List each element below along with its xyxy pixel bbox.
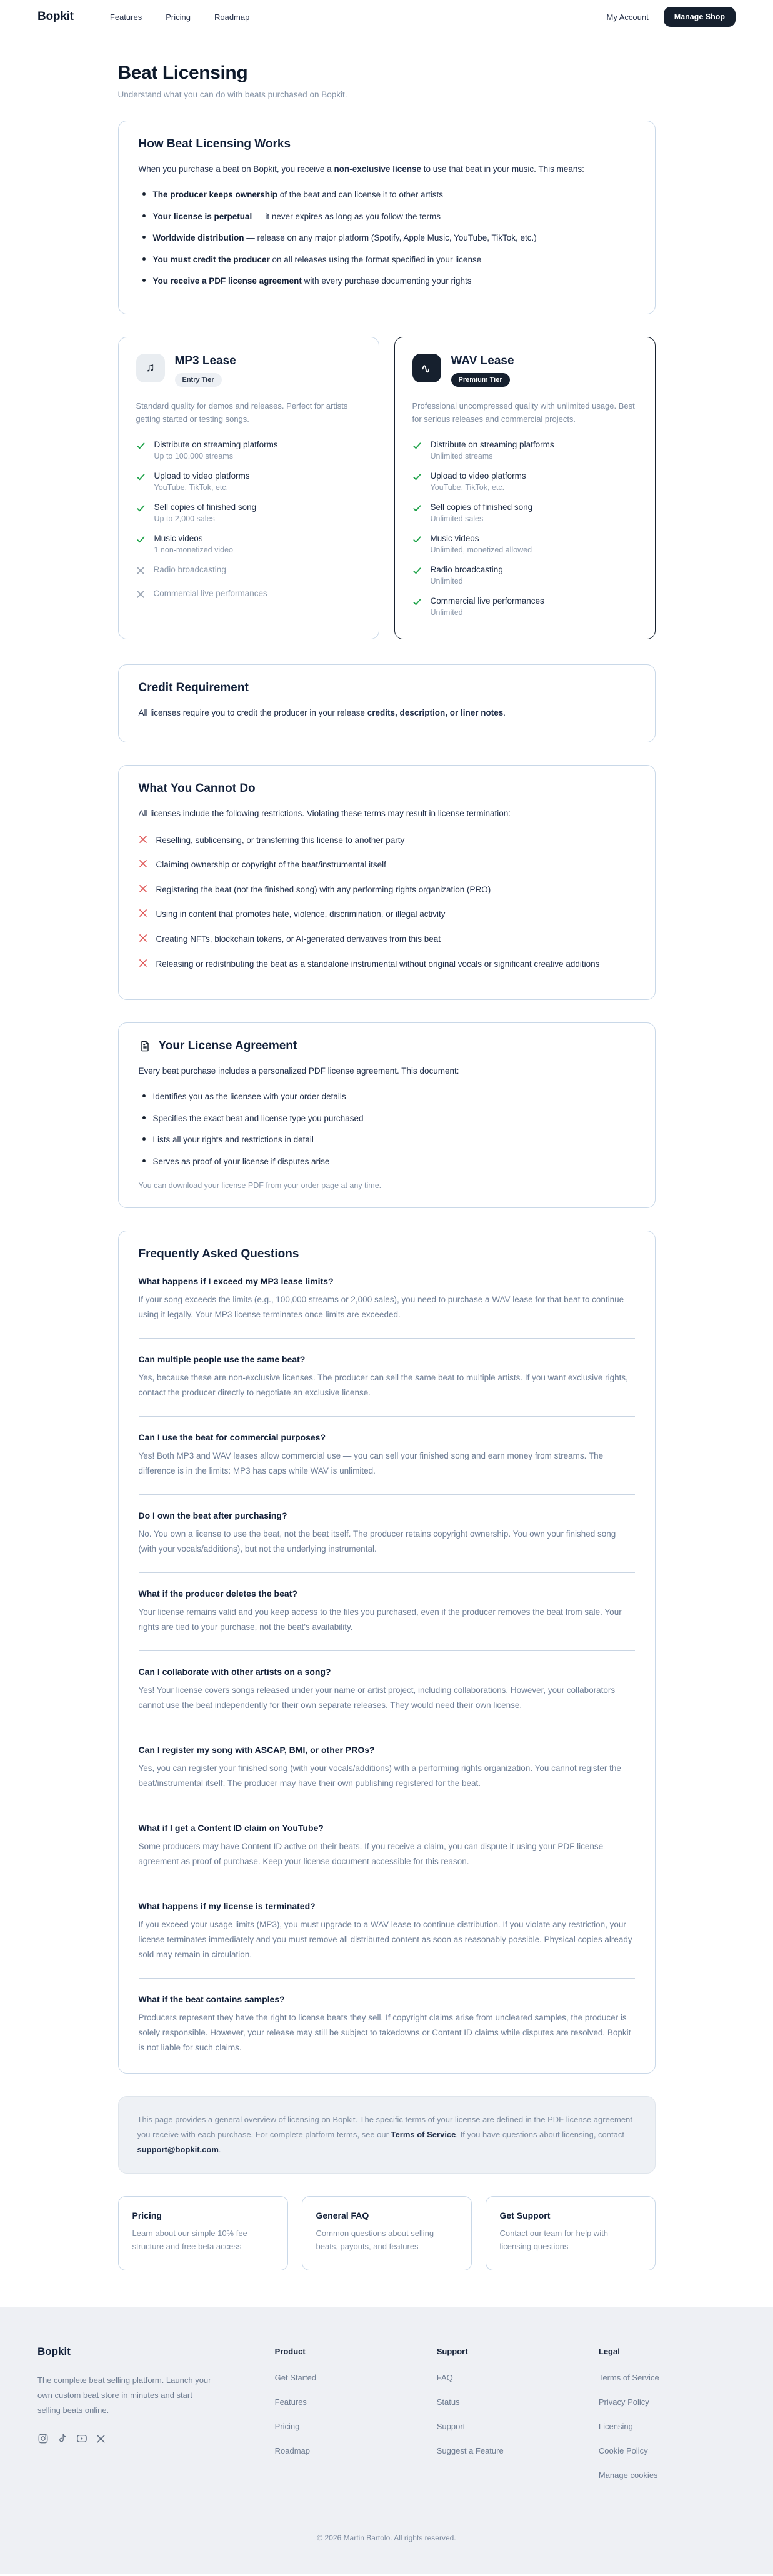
footer-link[interactable]: Terms of Service bbox=[598, 2372, 659, 2382]
bullet-lead: You receive a PDF license agreement bbox=[152, 276, 302, 286]
license-features-0 bbox=[136, 440, 361, 602]
divider bbox=[139, 1572, 635, 1573]
main-nav bbox=[110, 12, 249, 22]
how-it-works-section bbox=[118, 121, 656, 314]
logo[interactable]: Bopkit bbox=[37, 10, 74, 23]
support-email-link[interactable]: support@bopkit.com bbox=[137, 2144, 219, 2154]
faq-question: What if I get a Content ID claim on YouTube? bbox=[138, 1822, 324, 1833]
license-feature-row bbox=[136, 589, 361, 602]
bullet-lead: Worldwide distribution bbox=[152, 233, 244, 243]
waveform-icon bbox=[412, 354, 441, 382]
feature-label: Radio broadcasting bbox=[430, 564, 503, 574]
feature-label: Music videos bbox=[154, 533, 203, 543]
license-feature-row bbox=[412, 502, 637, 523]
page-title: Beat Licensing bbox=[117, 62, 248, 83]
faq-question: Can multiple people use the same beat? bbox=[138, 1354, 306, 1364]
faq-question: Can I register my song with ASCAP, BMI, or other PROs? bbox=[138, 1744, 375, 1755]
bullet-text: Lists all your rights and restrictions in detail bbox=[152, 1135, 314, 1145]
x-icon bbox=[139, 884, 147, 893]
faq-item bbox=[139, 1901, 635, 1979]
faq-item bbox=[139, 1745, 635, 1807]
agreement-bullet bbox=[139, 1133, 635, 1147]
check-icon bbox=[412, 567, 422, 578]
faq-item bbox=[139, 1589, 635, 1651]
how-intro bbox=[139, 162, 635, 177]
bullet-text: on all releases using the format specified in your license bbox=[269, 254, 482, 264]
license-feature-row bbox=[412, 565, 637, 586]
faq-question: What if the producer deletes the beat? bbox=[138, 1588, 297, 1599]
check-icon bbox=[136, 474, 146, 484]
feature-label: Music videos bbox=[430, 533, 479, 543]
document-icon bbox=[139, 1040, 151, 1052]
license-feature-row bbox=[136, 440, 361, 461]
terms-of-service-link[interactable]: Terms of Service bbox=[391, 2129, 456, 2139]
faq-item bbox=[139, 1667, 635, 1729]
divider bbox=[139, 1978, 635, 1979]
faq-answer: Yes! Your license covers songs released under your name or artist project, including collaborations. However, your collaborators cannot use the beat independently for their own separate releases. They would need their own license. bbox=[138, 1685, 616, 1710]
agreement-bullet bbox=[139, 1112, 635, 1126]
feature-label: Commercial live performances bbox=[430, 596, 544, 606]
restriction-text: Using in content that promotes hate, violence, discrimination, or illegal activity bbox=[156, 909, 446, 919]
license-feature-row bbox=[412, 596, 637, 617]
x-icon bbox=[139, 909, 147, 917]
page-subtitle: Understand what you can do with beats purchased on Bopkit. bbox=[117, 90, 347, 99]
license-feature-row bbox=[136, 502, 361, 523]
x-icon bbox=[139, 859, 147, 868]
main-content bbox=[114, 62, 659, 2270]
faq-answer: Yes, because these are non-exclusive licenses. The producer can sell the same beat to multiple artists. If you want exclusive rights, contact the producer directly to negotiate an exclusive license. bbox=[138, 1372, 628, 1397]
bullet-text: Serves as proof of your license if disputes arise bbox=[152, 1156, 330, 1166]
restriction-text: Creating NFTs, blockchain tokens, or AI-generated derivatives from this beat bbox=[156, 934, 441, 944]
check-icon bbox=[412, 474, 422, 484]
x-icon bbox=[139, 934, 147, 942]
section-title: What You Cannot Do bbox=[138, 781, 256, 795]
restriction-text: Releasing or redistributing the beat as a standalone instrumental without original vocals or significant creative additions bbox=[156, 959, 600, 969]
license-feature-row bbox=[136, 471, 361, 492]
my-account-link[interactable]: My Account bbox=[606, 12, 649, 22]
instagram-icon[interactable] bbox=[37, 2433, 49, 2444]
agreement-footnote: You can download your license PDF from your order page at any time. bbox=[138, 1181, 382, 1190]
faq-list bbox=[139, 1276, 635, 2055]
section-title: How Beat Licensing Works bbox=[138, 137, 291, 151]
link-card[interactable] bbox=[486, 2196, 656, 2270]
license-feature-row bbox=[412, 440, 637, 461]
footer-brand bbox=[37, 2345, 250, 2494]
x-icon bbox=[139, 959, 147, 967]
divider bbox=[139, 1416, 635, 1417]
license-feature-row bbox=[412, 534, 637, 554]
restriction-text: Claiming ownership or copyright of the beat/instrumental itself bbox=[156, 860, 386, 870]
footer-link-list bbox=[275, 2372, 412, 2457]
section-title: Frequently Asked Questions bbox=[138, 1247, 299, 1261]
mp3-lease-card bbox=[118, 337, 379, 639]
faq-item bbox=[139, 1510, 635, 1573]
agreement-bullet bbox=[139, 1090, 635, 1104]
faq-question: What happens if I exceed my MP3 lease limits? bbox=[138, 1276, 334, 1286]
bullet-text: Identifies you as the licensee with your order details bbox=[152, 1092, 346, 1102]
feature-detail: Unlimited, monetized allowed bbox=[430, 545, 532, 554]
social-links bbox=[37, 2433, 250, 2444]
x-icon bbox=[136, 591, 145, 601]
footer-column-heading: Legal bbox=[598, 2346, 620, 2356]
feature-label: Upload to video platforms bbox=[430, 471, 526, 481]
how-bullet bbox=[139, 210, 635, 224]
youtube-icon[interactable] bbox=[76, 2433, 87, 2444]
footer-tagline: The complete beat selling platform. Launch your own custom beat store in minutes and start selling beats online. bbox=[37, 2375, 211, 2415]
link-card-description: Contact our team for help with licensing questions bbox=[499, 2229, 608, 2252]
link-card-description: Common questions about selling beats, payouts, and features bbox=[316, 2229, 434, 2252]
check-icon bbox=[136, 505, 146, 516]
link-card[interactable] bbox=[302, 2196, 472, 2270]
divider bbox=[139, 1650, 635, 1651]
divider bbox=[139, 1338, 635, 1339]
faq-question: What if the beat contains samples? bbox=[138, 1994, 285, 2004]
faq-item bbox=[139, 1432, 635, 1495]
check-icon bbox=[412, 599, 422, 609]
restriction-item bbox=[139, 957, 635, 971]
footer bbox=[0, 2307, 773, 2574]
bullet-text: — it never expires as long as you follow the terms bbox=[252, 211, 441, 221]
x-icon bbox=[136, 567, 145, 577]
restriction-item bbox=[139, 834, 635, 847]
footer-link[interactable]: Privacy Policy bbox=[598, 2397, 649, 2407]
footer-link-list bbox=[599, 2372, 736, 2481]
note-text: This page provides a general overview of licensing on Bopkit. The specific terms of your license are defined in the PDF license agreement you receive with each purchase. For complete platform terms, see our bbox=[137, 2114, 632, 2139]
tier-badge: Premium Tier bbox=[451, 373, 510, 387]
faq-answer: If your song exceeds the limits (e.g., 100,000 streams or 2,000 sales), you need to purchase a WAV lease for that beat to continue using it legally. Your MP3 license terminates once limits are exceeded. bbox=[138, 1294, 624, 1319]
manage-shop-button[interactable]: Manage Shop bbox=[664, 7, 736, 27]
license-agreement-section bbox=[118, 1022, 656, 1207]
license-features-1 bbox=[412, 440, 637, 617]
faq-answer: No. You own a license to use the beat, not the beat itself. The producer retains copyright ownership. You own your finished song (with your vocals/additions), but not the underlying instrumental. bbox=[138, 1529, 616, 1554]
restrictions-section bbox=[118, 765, 656, 1001]
feature-detail: YouTube, TikTok, etc. bbox=[430, 482, 505, 492]
feature-detail: Unlimited sales bbox=[430, 514, 484, 523]
restriction-item bbox=[139, 932, 635, 946]
how-bullet bbox=[139, 188, 635, 202]
footer-link[interactable]: Roadmap bbox=[274, 2445, 310, 2455]
x-icon[interactable] bbox=[96, 2434, 106, 2444]
link-card-title: Get Support bbox=[499, 2210, 551, 2221]
restriction-item bbox=[139, 883, 635, 897]
faq-item bbox=[139, 1994, 635, 2055]
feature-label: Upload to video platforms bbox=[154, 471, 250, 481]
faq-item bbox=[139, 1823, 635, 1885]
credit-text-plain: . bbox=[503, 707, 506, 717]
check-icon bbox=[412, 505, 422, 516]
feature-detail: Unlimited bbox=[430, 607, 463, 617]
legal-note bbox=[118, 2096, 656, 2174]
footer-link[interactable]: Licensing bbox=[598, 2421, 633, 2431]
license-name: MP3 Lease bbox=[174, 354, 236, 367]
check-icon bbox=[412, 442, 422, 453]
footer-link[interactable]: Get Started bbox=[274, 2372, 317, 2382]
divider bbox=[139, 1494, 635, 1495]
restriction-text: Reselling, sublicensing, or transferring this license to another party bbox=[156, 835, 405, 845]
bullet-lead: The producer keeps ownership bbox=[152, 189, 278, 199]
wav-lease-card bbox=[394, 337, 656, 639]
restrictions-intro: All licenses include the following restrictions. Violating these terms may result in license termination: bbox=[138, 808, 511, 818]
faq-answer: If you exceed your usage limits (MP3), you must upgrade to a WAV lease to continue distribution. If you violate any restriction, your license terminates immediately and you must remove all distributed content as soon as reasonably possible. Physical copies already sold may remain in circulation. bbox=[138, 1919, 632, 1959]
copyright: © 2026 Martin Bartolo. All rights reserved. bbox=[317, 2533, 456, 2542]
intro-bold: non-exclusive license bbox=[334, 164, 422, 174]
license-description: Standard quality for demos and releases. Perfect for artists getting started or testing songs. bbox=[136, 401, 348, 424]
nav-link[interactable]: Pricing bbox=[166, 12, 191, 22]
tier-badge: Entry Tier bbox=[175, 373, 222, 387]
faq-question: What happens if my license is terminated? bbox=[138, 1900, 316, 1911]
restriction-text: Registering the beat (not the finished song) with any performing rights organization (PRO) bbox=[156, 884, 491, 894]
faq-item bbox=[139, 1354, 635, 1417]
footer-link[interactable]: Features bbox=[274, 2397, 307, 2407]
credit-text bbox=[139, 706, 635, 721]
footer-logo: Bopkit bbox=[37, 2345, 71, 2357]
bullet-text: Specifies the exact beat and license type you purchased bbox=[152, 1113, 364, 1123]
footer-column-heading: Support bbox=[436, 2346, 468, 2356]
license-description: Professional uncompressed quality with unlimited usage. Best for serious releases and commercial projects. bbox=[412, 401, 635, 424]
feature-label: Distribute on streaming platforms bbox=[154, 439, 278, 449]
faq-section bbox=[118, 1231, 656, 2074]
license-grid bbox=[118, 337, 656, 639]
section-title: Your License Agreement bbox=[158, 1039, 297, 1053]
link-cards bbox=[118, 2196, 656, 2270]
bullet-text: with every purchase documenting your rights bbox=[301, 276, 472, 286]
nav-link[interactable]: Features bbox=[109, 12, 142, 22]
section-title: Credit Requirement bbox=[138, 681, 249, 694]
footer-link[interactable]: Manage cookies bbox=[598, 2470, 658, 2480]
faq-item bbox=[139, 1276, 635, 1339]
faq-answer: Yes, you can register your finished song (with your vocals/additions) with a performing rights organization. You cannot register the beat/instrumental itself. The producer may have their own publishing registered for the beat. bbox=[138, 1763, 621, 1788]
feature-label: Commercial live performances bbox=[153, 588, 267, 598]
footer-link[interactable]: Cookie Policy bbox=[598, 2445, 648, 2455]
feature-label: Radio broadcasting bbox=[153, 564, 226, 574]
feature-detail: Unlimited bbox=[430, 576, 463, 586]
feature-detail: Up to 100,000 streams bbox=[154, 451, 233, 461]
check-icon bbox=[136, 536, 146, 547]
tiktok-icon[interactable] bbox=[57, 2433, 68, 2444]
footer-link[interactable]: Support bbox=[436, 2421, 466, 2431]
faq-question: Can I collaborate with other artists on a song? bbox=[138, 1666, 331, 1677]
footer-column bbox=[599, 2345, 736, 2494]
credit-text-plain: All licenses require you to credit the producer in your release bbox=[138, 707, 367, 717]
restriction-item bbox=[139, 907, 635, 921]
top-nav bbox=[0, 0, 773, 34]
note-text: . bbox=[218, 2144, 221, 2154]
feature-label: Sell copies of finished song bbox=[430, 502, 533, 512]
footer-column bbox=[437, 2345, 574, 2494]
nav-link[interactable]: Roadmap bbox=[214, 12, 250, 22]
footer-link[interactable]: FAQ bbox=[436, 2372, 453, 2382]
x-icon bbox=[139, 835, 147, 844]
license-feature-row bbox=[412, 471, 637, 492]
how-bullet bbox=[139, 253, 635, 267]
how-bullet bbox=[139, 274, 635, 288]
restriction-item bbox=[139, 858, 635, 872]
faq-answer: Yes! Both MP3 and WAV leases allow commercial use — you can sell your finished song and earn money from streams. The difference is in the limits: MP3 has caps while WAV is unlimited. bbox=[138, 1450, 604, 1475]
faq-answer: Some producers may have Content ID active on their beats. If you receive a claim, you can dispute it using your PDF license agreement as proof of purchase. Keep your license document accessible for this reason. bbox=[138, 1841, 604, 1866]
bullet-lead: Your license is perpetual bbox=[152, 211, 252, 221]
feature-detail: 1 non-monetized video bbox=[154, 545, 233, 554]
footer-link[interactable]: Pricing bbox=[274, 2421, 300, 2431]
bullet-text: of the beat and can license it to other artists bbox=[277, 189, 443, 199]
credit-requirement-section bbox=[118, 664, 656, 742]
bullet-text: — release on any major platform (Spotify, Apple Music, YouTube, TikTok, etc.) bbox=[244, 233, 537, 243]
feature-label: Sell copies of finished song bbox=[154, 502, 257, 512]
note-text: . If you have questions about licensing, contact bbox=[456, 2129, 624, 2139]
agreement-bullets bbox=[139, 1090, 635, 1168]
faq-answer: Producers represent they have the right to license beats they sell. If copyright claims arise from uncleared samples, the producer is solely responsible. However, your release may still be subject to takedowns or Content ID claims while disputes are resolved. Bopkit is not liable for such claims. bbox=[138, 2012, 631, 2052]
license-feature-row bbox=[136, 565, 361, 578]
footer-link[interactable]: Status bbox=[436, 2397, 460, 2407]
license-name: WAV Lease bbox=[451, 354, 514, 367]
faq-question: Can I use the beat for commercial purposes? bbox=[138, 1432, 326, 1442]
license-feature-row bbox=[136, 534, 361, 554]
bullet-lead: You must credit the producer bbox=[152, 254, 270, 264]
footer-column bbox=[275, 2345, 412, 2494]
music-note-icon: ♫ bbox=[136, 354, 165, 382]
link-card-title: Pricing bbox=[132, 2210, 162, 2221]
intro-text: When you purchase a beat on Bopkit, you receive a bbox=[138, 164, 334, 174]
intro-text: to use that beat in your music. This means: bbox=[421, 164, 584, 174]
faq-question: Do I own the beat after purchasing? bbox=[138, 1510, 287, 1520]
check-icon bbox=[412, 536, 422, 547]
how-bullet bbox=[139, 231, 635, 245]
footer-link[interactable]: Suggest a Feature bbox=[436, 2445, 504, 2455]
cannot-list bbox=[139, 834, 635, 971]
link-card-description: Learn about our simple 10% fee structure and free beta access bbox=[132, 2229, 247, 2252]
link-card[interactable] bbox=[118, 2196, 288, 2270]
agreement-bullet bbox=[139, 1155, 635, 1169]
link-card-title: General FAQ bbox=[316, 2210, 369, 2221]
credit-text-bold: credits, description, or liner notes bbox=[367, 707, 504, 717]
faq-answer: Your license remains valid and you keep access to the files you purchased, even if the producer removes the beat from sale. Your rights are tied to your purchase, not the beat's availability. bbox=[138, 1607, 622, 1632]
how-bullets bbox=[139, 188, 635, 288]
footer-column-heading: Product bbox=[274, 2346, 306, 2356]
feature-detail: Unlimited streams bbox=[430, 451, 493, 461]
feature-detail: YouTube, TikTok, etc. bbox=[154, 482, 229, 492]
footer-link-list bbox=[437, 2372, 574, 2457]
feature-label: Distribute on streaming platforms bbox=[430, 439, 554, 449]
agreement-intro: Every beat purchase includes a personalized PDF license agreement. This document: bbox=[138, 1066, 459, 1076]
check-icon bbox=[136, 442, 146, 453]
feature-detail: Up to 2,000 sales bbox=[154, 514, 215, 523]
